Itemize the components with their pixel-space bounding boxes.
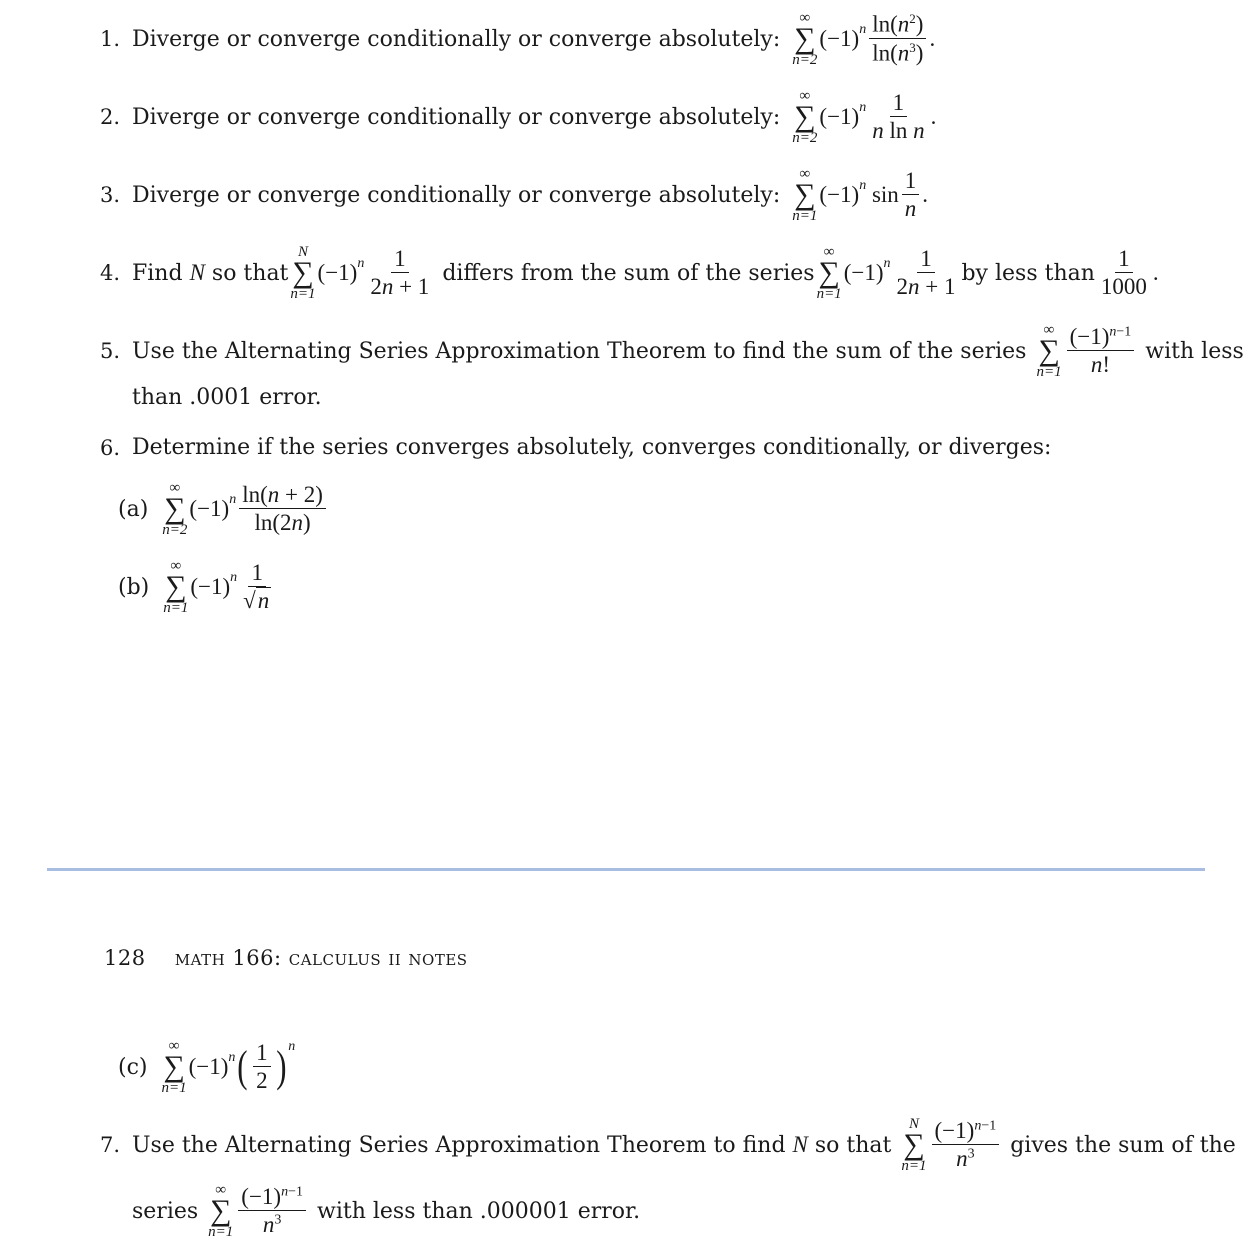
partial-sum-formula: N ∑ n=1 $\frac{(-1)^{n-1}}{n^3}$: [899, 1116, 1002, 1174]
page-number: 128: [104, 946, 146, 970]
series-formula: ∞ ∑ n=1 (−1) n $\frac{1}{2n + 1}$: [816, 244, 956, 302]
problem-5-cont: than .0001 error.: [132, 385, 322, 410]
problem-6a: (a) ∞ ∑ n=2 (−1) n $\frac{\ln(n + 2)}{\ln(2n)}$: [118, 480, 329, 538]
problem-5: 5. Use the Alternating Series Approximation Theorem to find the sum of the series ∞ ∑ n=1 $\frac{(-1)^{n-1}}{n!}$ with less: [100, 322, 1244, 380]
series-formula: ∞ ∑ n=1 (−1) n $\frac{1}{√n}$: [163, 558, 270, 616]
partial-sum-formula: N ∑ n=1 (−1) n $\frac{1}{2n + 1}$: [290, 244, 430, 302]
problem-3: [100, 166, 928, 224]
problem-number: 7.: [100, 1133, 121, 1157]
series-formula: ∞ ∑ n=1 $\frac{(-1)^{n-1}}{n!}$: [1034, 322, 1137, 380]
problem-number: 4.: [100, 261, 121, 285]
problem-number: 5.: [100, 339, 121, 363]
problem-4: 4. Find N so that N ∑ n=1 (−1) n $\frac{1}{2n + 1}$ differs from the sum of the series ∞ ∑ n=1 (−1) n $\frac{1}{2n + 1}$ by less than $\frac{1}{1000}$ .: [100, 244, 1159, 302]
series-formula: ∞ ∑ n=1 $\frac{(-1)^{n-1}}{n^3}$: [206, 1182, 309, 1240]
problem-6: 6. Determine if the series converges absolutely, converges conditionally, or diverges:: [100, 435, 1052, 460]
series-formula: ∞ ∑ n=1 (−1) n ( $\frac{1}{2}$ ) n: [161, 1038, 296, 1096]
problem-text: Diverge or converge conditionally or converge absolutely:: [132, 104, 781, 130]
problem-7: 7. Use the Alternating Series Approximation Theorem to find N so that N ∑ n=1 $\frac{(-1)^{n-1}}{n^3}$ gives the sum of the: [100, 1116, 1236, 1174]
problem-number: 2.: [100, 105, 121, 129]
problem-number: 3.: [100, 183, 121, 207]
page-title: math 166: calculus ii notes: [174, 946, 468, 970]
series-formula: ∞ ∑ n=2 (−1) n $\frac{\ln(n^2)}{\ln(n^3)}$ .: [792, 10, 936, 68]
problem-6c: (c) ∞ ∑ n=1 (−1) n ( $\frac{1}{2}$ ) n: [118, 1038, 296, 1096]
series-formula: ∞ ∑ n=2 (−1) n $\frac{1}{\text{n ln n}}$ .: [792, 88, 937, 146]
problem-1: [100, 10, 935, 68]
problem-7-cont: series ∞ ∑ n=1 $\frac{(-1)^{n-1}}{n^3}$ with less than .000001 error.: [132, 1182, 641, 1240]
problem-number: 1.: [100, 27, 121, 51]
problem-number: 6.: [100, 435, 121, 460]
problem-2: [100, 88, 936, 146]
page-header: [104, 946, 490, 970]
problem-text: Diverge or converge conditionally or converge absolutely:: [132, 26, 781, 52]
problem-6b: (b) ∞ ∑ n=1 (−1) n $\frac{1}{√n}$: [118, 558, 277, 616]
series-formula: ∞ ∑ n=1 (−1) n sin $\frac{1}{n}$ .: [792, 166, 929, 224]
page-divider: [47, 868, 1205, 871]
problem-text: Diverge or converge conditionally or converge absolutely:: [132, 182, 781, 208]
series-formula: ∞ ∑ n=2 (−1) n $\frac{\ln(n + 2)}{\ln(2n)}$: [160, 480, 329, 538]
